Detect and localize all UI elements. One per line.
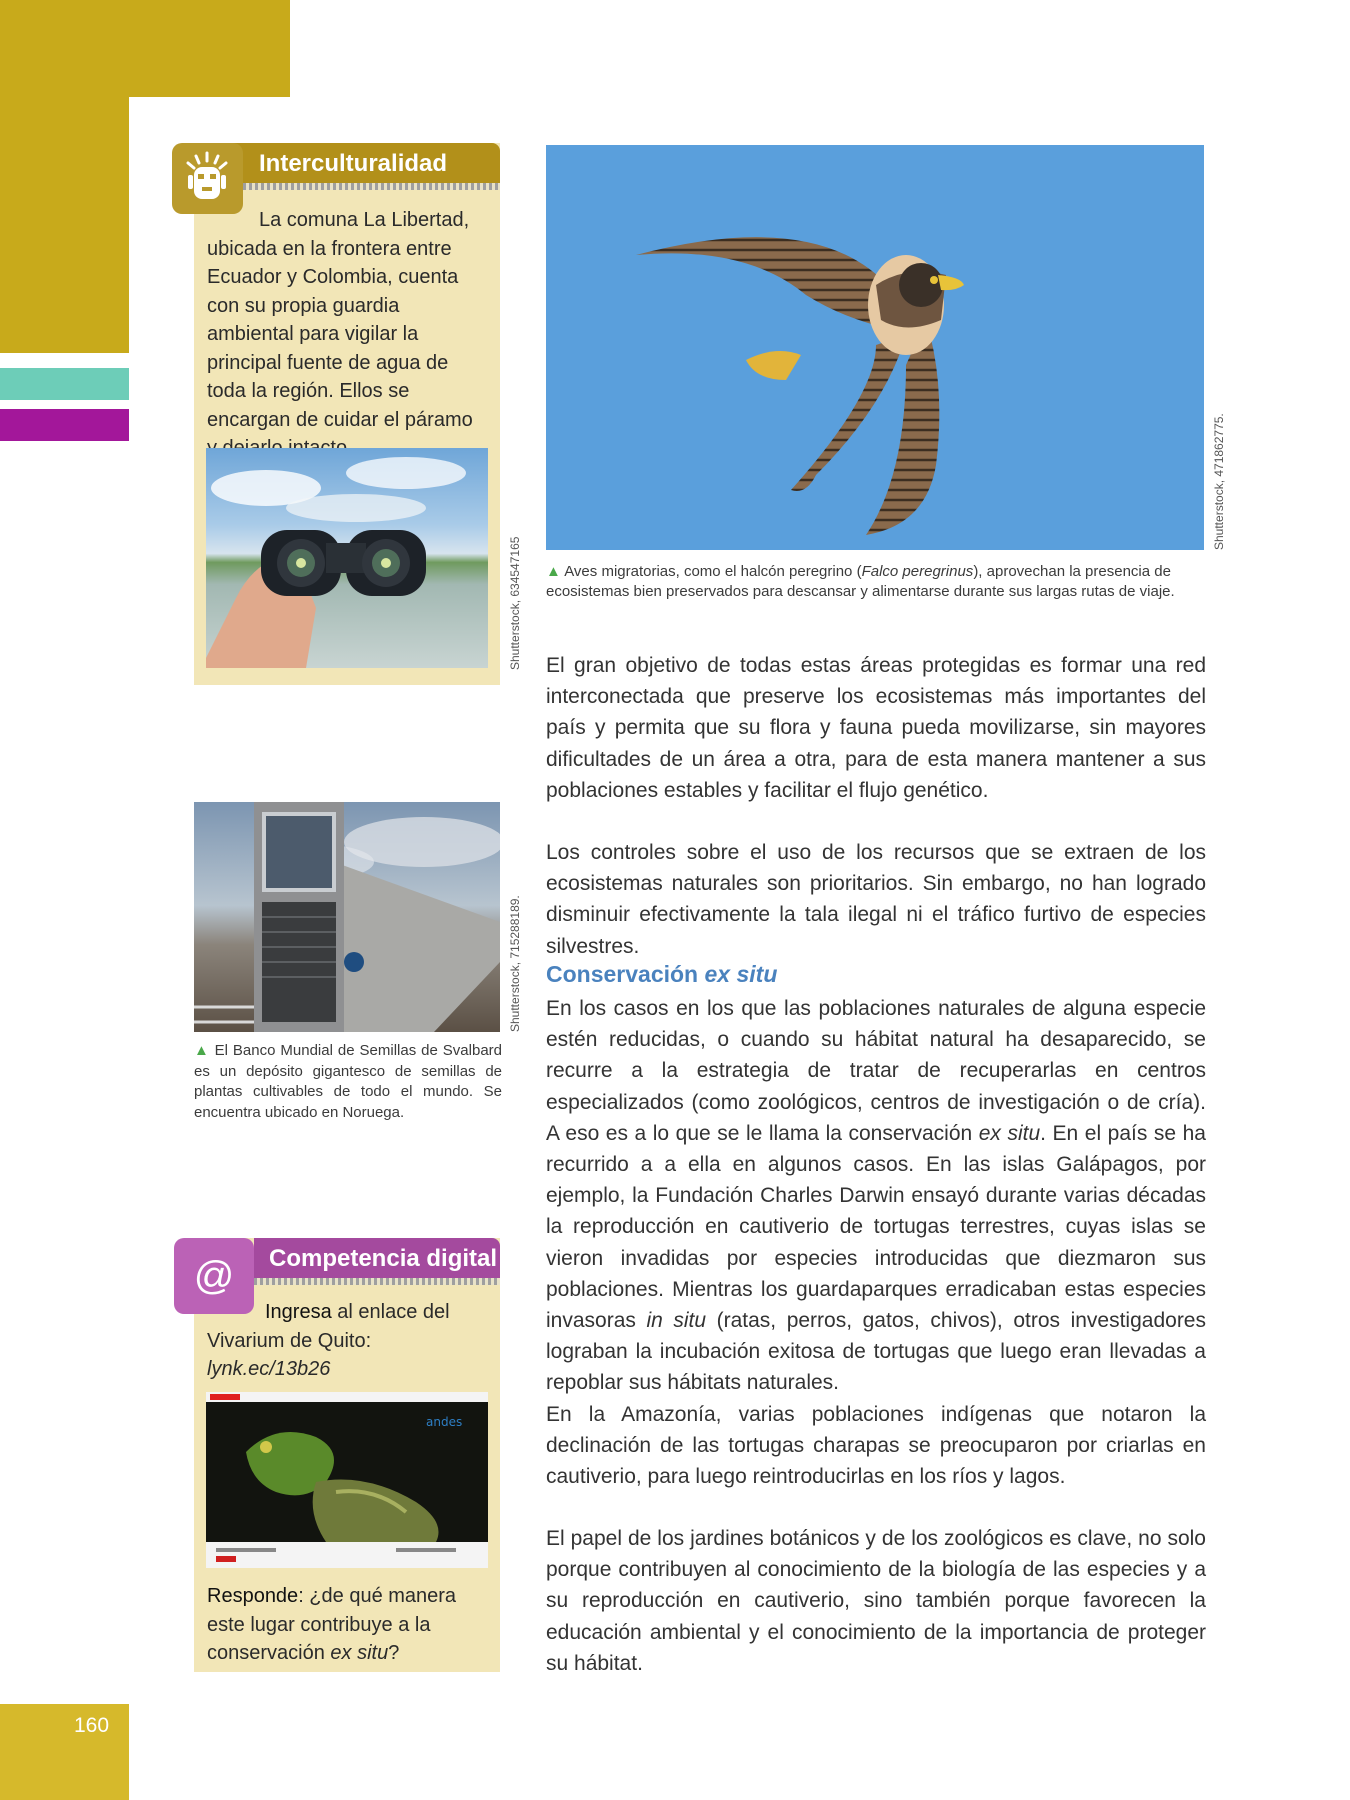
paragraph-ex-situ: En los casos en los que las poblaciones naturales de alguna especie estén reducidas, o cuando su hábitat natural ha desaparecido, se recurre a la estrategia de tratar de recuperarlas en centros especializados (como zoológicos, centros de investigación o de cría). A eso es a lo que se le llama la conservación ex situ. En el país se ha recurrido a a ella en algunos casos. En las islas Galápagos, por ejemplo, la Fundación Charles Darwin ensayó durante varias décadas la reproducción en cautiverio de tortugas terrestres, cuyas islas se vieron invadidas por especies introducidas que diezmaron sus poblaciones. Mientras los guardaparques erradicaban estas especies invasoras in situ (ratas, perros, gatos, chivos), otros investigadores lograban la incubación exitosa de tortugas que luego eran llevadas a repoblar sus hábitats naturales.	[546, 997, 1206, 1395]
svg-text:andes: andes	[426, 1415, 463, 1429]
decorative-gold-corner	[0, 0, 290, 97]
vivarium-video-screenshot	[206, 1392, 488, 1568]
competencia-digital-instructions: Ingresa al enlace del Vivarium de Quito: lynk.ec/13b26	[207, 1301, 450, 1380]
at-sign-icon: @	[174, 1238, 254, 1314]
header-stripe	[254, 1278, 500, 1285]
seed-vault-photo	[194, 802, 500, 1032]
paragraph-jardines-botanicos: El papel de los jardines botánicos y de los zoológicos es clave, no solo porque contribuyen al conocimiento de la biología de las especies y a su reproducción en cautiverio, sino también porque favorecen la educación ambiental y el conocimiento de la importancia de proteger su hábitat.	[546, 1527, 1206, 1675]
page-number-tab	[0, 1704, 129, 1800]
interculturalidad-title: Interculturalidad	[259, 150, 448, 177]
paragraph-controles: Los controles sobre el uso de los recursos que se extraen de los ecosistemas naturales son prioritarios. Sin embargo, no han logrado disminuir efectivamente la tala ilegal ni el tráfico furtivo de especies silvestres.	[546, 841, 1206, 958]
binoculars-photo-credit: Shutterstock, 634547165	[508, 536, 522, 670]
paragraph-amazonia: En la Amazonía, varias poblaciones indígenas que notaron la declinación de las tortugas charapas se preocuparon por criarlas en cautiverio, para luego reintroducirlas en los ríos y lagos.	[546, 1403, 1206, 1489]
caption-triangle-icon: ▲	[546, 563, 561, 580]
binoculars-photo	[206, 448, 488, 668]
falcon-photo-credit: Shutterstock, 471862775.	[1212, 413, 1226, 550]
caption-triangle-icon: ▲	[194, 1042, 210, 1059]
page-number: 160	[74, 1714, 110, 1737]
decorative-gold-band	[0, 97, 129, 353]
vivarium-link[interactable]: lynk.ec/13b26	[207, 1358, 331, 1380]
header-stripe	[243, 183, 500, 190]
decorative-teal-bar	[0, 368, 129, 400]
falcon-caption: ▲ Aves migratorias, como el halcón peregrino (Falco peregrinus), aprovechan la presencia de ecosistemas bien preservados para descansar y alimentarse durante sus largas rutas de viaje.	[546, 563, 1175, 600]
mask-icon	[172, 143, 243, 214]
competencia-digital-question: Responde: ¿de qué manera este lugar contribuye a la conservación ex situ?	[207, 1585, 457, 1664]
competencia-digital-title: Competencia digital	[269, 1245, 498, 1272]
seed-vault-caption: ▲ El Banco Mundial de Semillas de Svalbard es un depósito gigantesco de semillas de plantas cultivables de todo el mundo. Se encuentra ubicado en Noruega.	[194, 1042, 502, 1121]
section-heading-ex-situ: Conservación ex situ	[546, 961, 778, 987]
paragraph-areas-protegidas: El gran objetivo de todas estas áreas protegidas es formar una red interconectada que preserve los ecosistemas más importantes del país y permita que su flora y fauna pueda movilizarse, sin mayores dificultades de un área a otra, para de esta manera mantener a sus poblaciones estables y facilitar el flujo genético.	[546, 654, 1206, 802]
seed-vault-photo-credit: Shutterstock, 715288189.	[508, 895, 522, 1032]
interculturalidad-text: La comuna La Libertad, ubicada en la frontera entre Ecuador y Colombia, cuenta con su propia guardia ambiental para vigilar la principal fuente de agua de toda la región. Ellos se encargan de cuidar el páramo	[207, 209, 473, 431]
falcon-photo	[546, 145, 1204, 550]
interculturalidad-icon	[172, 143, 243, 214]
decorative-magenta-bar	[0, 409, 129, 441]
